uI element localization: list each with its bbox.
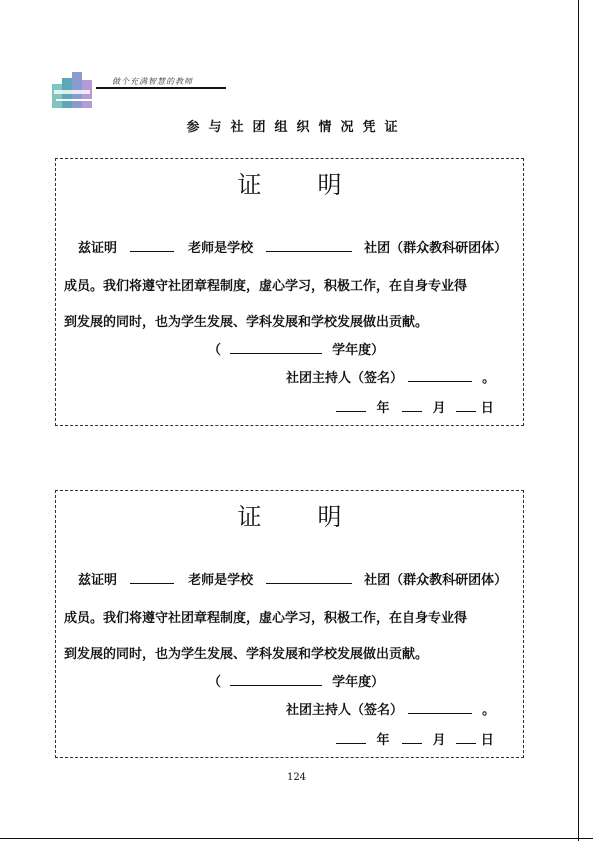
- school-year-line: [208, 339, 384, 358]
- year-open: （: [208, 675, 222, 690]
- certificate-line-2: 成员。我们将遵守社团章程制度，虚心学习，积极工作，在自身专业得: [64, 279, 468, 294]
- publisher-logo: [50, 70, 98, 110]
- day-blank: [456, 399, 476, 412]
- teacher-name-blank: [130, 571, 174, 584]
- club-name-blank: [266, 571, 352, 584]
- line1-end: 社团（群众教科研团体）: [364, 241, 508, 256]
- page-number: 124: [286, 772, 307, 783]
- line1-start: 兹证明: [78, 241, 118, 256]
- date-line: [336, 729, 494, 748]
- signature-label: 社团主持人（签名）: [286, 703, 404, 718]
- certificate-line-3: 到发展的同时，也为学生发展、学科发展和学校发展做出贡献。: [64, 315, 429, 330]
- date-month: 月: [432, 401, 446, 416]
- month-blank: [402, 399, 422, 412]
- teacher-name-blank: [130, 239, 174, 252]
- certificate-line-2: 成员。我们将遵守社团章程制度，虚心学习，积极工作，在自身专业得: [64, 611, 468, 626]
- year-blank: [336, 731, 366, 744]
- signature-end: 。: [482, 371, 496, 386]
- date-year: 年: [376, 401, 390, 416]
- line1-middle: 老师是学校: [188, 241, 254, 256]
- year-open: （: [208, 343, 222, 358]
- certificate-line-3: 到发展的同时，也为学生发展、学科发展和学校发展做出贡献。: [64, 647, 429, 662]
- document-title: 参与社团组织情况凭证: [186, 120, 407, 135]
- certificate-line-1: [78, 569, 507, 588]
- year-close: 学年度）: [332, 675, 385, 690]
- certificate-heading: 证明: [237, 171, 398, 199]
- header-rule: [96, 87, 226, 89]
- club-name-blank: [266, 239, 352, 252]
- signature-line: [286, 367, 495, 386]
- line1-start: 兹证明: [78, 573, 118, 588]
- school-year-line: [208, 671, 384, 690]
- date-day: 日: [480, 401, 494, 416]
- date-line: [336, 397, 494, 416]
- school-year-blank: [230, 673, 322, 686]
- certificate-box: [55, 158, 524, 426]
- bottom-rule: [0, 838, 593, 839]
- signature-end: 。: [482, 703, 496, 718]
- signature-label: 社团主持人（签名）: [286, 371, 404, 386]
- line1-end: 社团（群众教科研团体）: [364, 573, 508, 588]
- year-close: 学年度）: [332, 343, 385, 358]
- date-day: 日: [480, 733, 494, 748]
- page-edge-line: [578, 0, 579, 841]
- signature-blank: [408, 369, 472, 382]
- date-year: 年: [376, 733, 390, 748]
- certificate-heading: 证明: [237, 503, 398, 531]
- header-tagline: 做个充满智慧的教师: [112, 77, 193, 86]
- year-blank: [336, 399, 366, 412]
- signature-line: [286, 699, 495, 718]
- signature-blank: [408, 701, 472, 714]
- school-year-blank: [230, 341, 322, 354]
- line1-middle: 老师是学校: [188, 573, 254, 588]
- date-month: 月: [432, 733, 446, 748]
- certificate-box: [55, 490, 524, 758]
- certificate-line-1: [78, 237, 507, 256]
- day-blank: [456, 731, 476, 744]
- month-blank: [402, 731, 422, 744]
